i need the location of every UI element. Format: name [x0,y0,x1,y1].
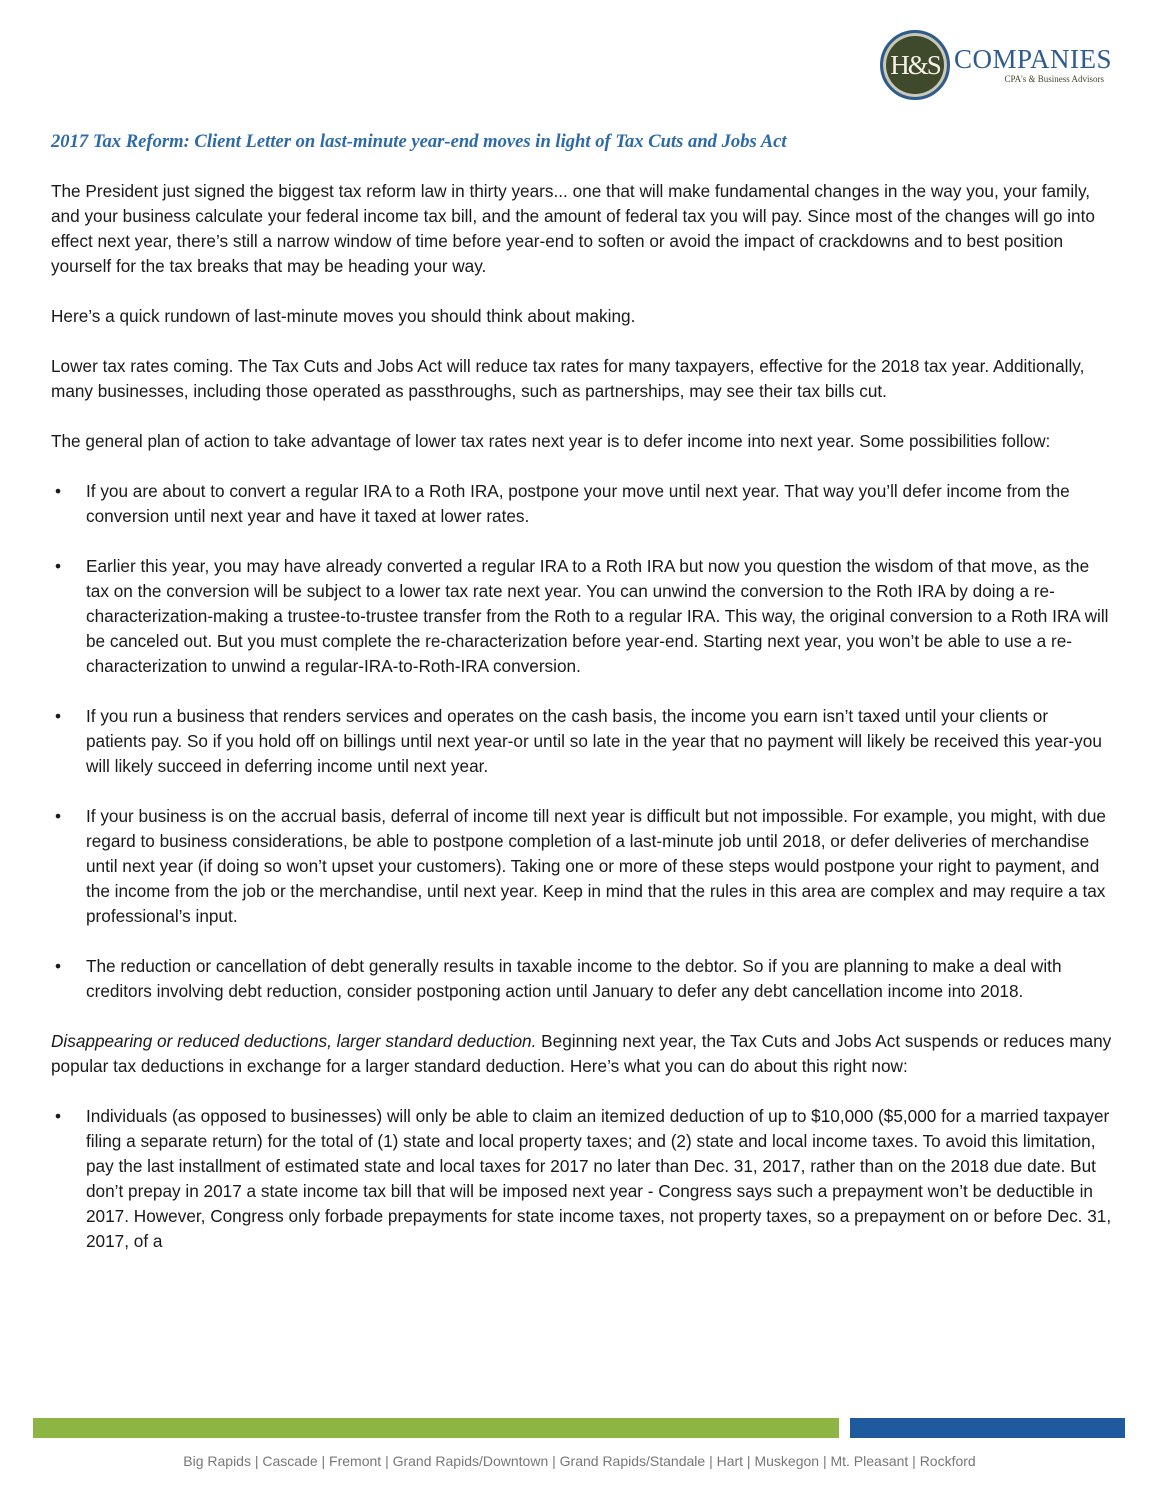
list-item: • Individuals (as opposed to businesses) will only be able to claim an itemized deduction of up to $10,000 ($5,000 for a married taxpayer filing a separate return) for the total of (1) state and local property taxes; and (2) state and local income taxes. To avoid this limitation, pay the last installment of estimated state and local taxes for 2017 no later than Dec. 31, 2017, rather than on the 2018 due date. But don’t prepay in 2017 a state income tax bill that will be imposed next year - Congress says such a prepayment won’t be deductible in 2017. However, Congress only forbade prepayments for state income taxes, not property taxes, so a prepayment on or before Dec. 31, 2017, of a [51,1104,1113,1254]
lower-rates-paragraph: Lower tax rates coming. The Tax Cuts and Jobs Act will reduce tax rates for many taxpayers, effective for the 2018 tax year. Additionally, many businesses, including those operated as passthroughs, such as partnerships, may see their tax bills cut. [51,356,1085,401]
logo-name: COMPANIES [954,44,1113,74]
list-item: • If your business is on the accrual basis, deferral of income till next year is difficult but not impossible. For example, you might, with due regard to business considerations, be able to postpone completion of a last-minute job until 2018, or defer deliveries of merchandise until next year (if doing so won’t upset your customers). Taking one or more of these steps would postpone your right to payment, and the income from the job or the merchandise, until next year. Keep in mind that the rules in this area are complex and may require a tax professional’s input. [51,804,1113,929]
plan-paragraph: The general plan of action to take advantage of lower tax rates next year is to defer income into next year. Some possibilities follow: [51,431,1051,451]
list-item: • Earlier this year, you may have already converted a regular IRA to a Roth IRA but now you question the wisdom of that move, as the tax on the conversion will be subject to a lower tax rate next year. You can unwind the conversion to the Roth IRA by doing a re-characterization-making a trustee-to-trustee transfer from the Roth to a regular IRA. This way, the original conversion to a Roth IRA will be canceled out. But you must complete the re-characterization before year-end. Starting next year, you won’t be able to use a re-characterization to unwind a regular-IRA-to-Roth-IRA conversion. [51,554,1113,679]
footer-bar-green [33,1418,839,1438]
document-title: 2017 Tax Reform: Client Letter on last-minute year-end moves in light of Tax Cuts and Jobs Act [51,131,787,152]
company-logo [880,30,1120,100]
deductions-text: Beginning next year, the Tax Cuts and Jobs Act suspends or reduces many popular tax deductions in exchange for a larger standard deduction. Here’s what you can do about this right now: [51,1031,1112,1076]
deductions-paragraph [51,1029,1113,1079]
letter-body [51,179,1113,1409]
rundown-paragraph: Here’s a quick rundown of last-minute moves you should think about making. [51,306,636,326]
list-item: • The reduction or cancellation of debt generally results in taxable income to the debtor. So if you are planning to make a deal with creditors involving debt reduction, consider postponing action until January to defer any debt cancellation income into 2018. [51,954,1113,1004]
footer-bar-blue [850,1418,1125,1438]
deductions-list [51,1104,1113,1254]
deductions-heading: Disappearing or reduced deductions, larger standard deduction. [51,1031,537,1051]
defer-income-list [51,479,1113,1004]
logo-tagline: CPA's & Business Advisors [1004,74,1105,84]
footer-locations: Big Rapids | Cascade | Fremont | Grand Rapids/Downtown | Grand Rapids/Standale | Hart | Muskegon | Mt. Pleasant | Rockford [183,1453,976,1469]
list-item: • If you are about to convert a regular IRA to a Roth IRA, postpone your move until next year. That way you’ll defer income from the conversion until next year and have it taxed at lower rates. [51,479,1113,529]
logo-text [954,45,1112,85]
intro-paragraph: The President just signed the biggest tax reform law in thirty years... one that will make fundamental changes in the way you, your family, and your business calculate your federal income tax bill, and the amount of federal tax you will pay. Since most of the changes will go into effect next year, there’s still a narrow window of time before year-end to soften or avoid the impact of crackdowns and to best position yourself for the tax breaks that may be heading your way. [51,181,1095,276]
list-item: • If you run a business that renders services and operates on the cash basis, the income you earn isn’t taxed until your clients or patients pay. So if you hold off on billings until next year-or until so late in the year that no payment will likely be received this year-you will likely succeed in deferring income until next year. [51,704,1113,779]
logo-seal: H&S [880,30,950,100]
